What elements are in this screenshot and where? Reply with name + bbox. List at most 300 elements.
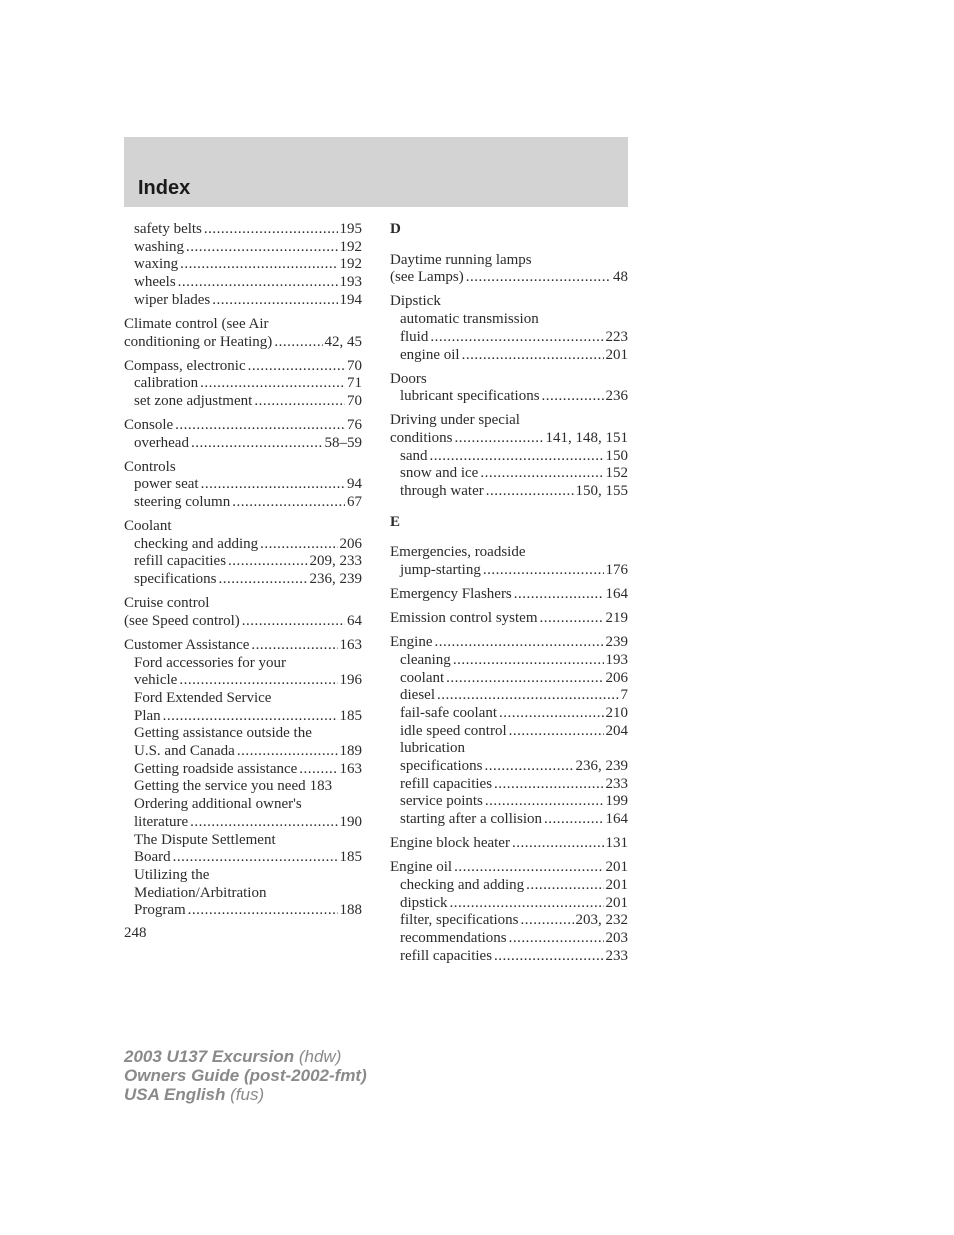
footer-model-code: (hdw) [298, 1047, 342, 1066]
index-entry [390, 586, 628, 604]
index-entry-row [134, 221, 362, 239]
footer-line-1 [124, 1047, 367, 1066]
index-term: specifications [134, 571, 217, 588]
dot-leader [486, 483, 574, 501]
index-page-ref: 152 [605, 465, 628, 482]
footer-metadata [124, 1047, 367, 1104]
index-entry [124, 637, 362, 655]
index-entry-row [124, 637, 362, 655]
index-entry-row [400, 687, 628, 705]
dot-leader [450, 895, 604, 913]
index-page-ref: 209, 233 [309, 553, 362, 570]
index-entry-line: Mediation/Arbitration [134, 884, 267, 901]
dot-leader [242, 613, 345, 631]
index-entry-line: automatic transmission [400, 311, 539, 328]
dot-leader [173, 849, 338, 867]
index-term: power seat [134, 476, 199, 493]
index-entry [400, 670, 628, 688]
index-term: refill capacities [400, 775, 493, 792]
index-entry-row [400, 895, 628, 913]
footer-line-2 [124, 1066, 367, 1085]
dot-leader [435, 634, 604, 652]
dot-leader [544, 811, 603, 829]
index-entry [134, 221, 362, 239]
index-term: diesel [400, 687, 435, 704]
index-entry [400, 877, 628, 895]
footer-language: USA English [124, 1085, 226, 1104]
index-term: conditions [390, 429, 453, 446]
index-page-ref: 204 [605, 722, 628, 739]
index-page-ref: 192 [339, 256, 362, 273]
index-entry-row [134, 476, 362, 494]
index-entry-row [400, 670, 628, 688]
index-entry-row [400, 948, 628, 966]
index-term: Emergency Flashers [390, 586, 512, 603]
index-term: U.S. and Canada [134, 743, 235, 759]
dot-leader [190, 814, 337, 832]
dot-leader [526, 877, 603, 895]
index-entry [134, 375, 362, 393]
index-entry [134, 778, 362, 796]
dot-leader [466, 269, 611, 287]
index-entry-row [400, 705, 628, 723]
index-term: (see Lamps) [390, 269, 464, 286]
index-entry [134, 796, 362, 831]
index-term: Plan [134, 707, 161, 724]
index-entry [134, 536, 362, 554]
index-entry-row [134, 672, 362, 690]
index-entry-row [400, 388, 628, 406]
index-page-ref: 201 [605, 876, 628, 893]
index-page-ref: 201 [605, 859, 628, 876]
index-term: Engine [390, 634, 433, 651]
index-entry [400, 930, 628, 948]
index-page-ref: 210 [605, 704, 628, 721]
index-entry-line: Daytime running lamps [390, 251, 532, 268]
index-entry-line: Coolant [124, 518, 172, 534]
index-entry [134, 256, 362, 274]
index-term: filter, specifications [400, 912, 519, 929]
index-entry-line: Driving under special [390, 412, 520, 429]
index-term: checking and adding [134, 535, 259, 552]
index-page-ref: 183 [309, 778, 333, 795]
index-entry-row [134, 393, 362, 411]
index-entry-row [124, 613, 362, 631]
section-letter: D [390, 221, 401, 237]
index-page-ref: 219 [605, 610, 628, 627]
index-term: checking and adding [400, 876, 525, 893]
index-page-ref: 58–59 [324, 434, 362, 451]
dot-leader [237, 743, 338, 761]
index-term: conditioning or Heating) [124, 333, 273, 350]
index-entry [400, 776, 628, 794]
index-entry [124, 417, 362, 435]
index-entry [400, 793, 628, 811]
dot-leader [248, 358, 345, 376]
index-entry-line: Emergencies, roadside [390, 544, 526, 561]
index-entry [390, 610, 628, 628]
index-page-ref: 190 [339, 813, 362, 830]
footer-language-code: (fus) [230, 1085, 265, 1104]
index-entry-row [134, 375, 362, 393]
index-entry-line: Getting assistance outside the [134, 725, 312, 742]
index-page-ref: 203 [605, 929, 628, 946]
index-term: wheels [134, 274, 176, 291]
index-term: through water [400, 483, 484, 499]
footer-model: 2003 U137 Excursion [124, 1047, 295, 1066]
index-entry-line: Doors [390, 370, 427, 387]
footer-guide: Owners Guide (post-2002-fmt) [124, 1066, 367, 1085]
dot-leader [218, 571, 307, 589]
index-term: cleaning [400, 651, 451, 668]
index-page-ref: 94 [347, 476, 362, 493]
index-entry-row [134, 494, 362, 512]
index-entry [400, 723, 628, 741]
index-entry [400, 483, 628, 501]
index-term: Emission control system [390, 610, 538, 627]
index-entry [134, 476, 362, 494]
index-entry-row [134, 761, 362, 779]
dot-leader [540, 610, 604, 628]
index-term: idle speed control [400, 722, 507, 739]
index-page-ref: 163 [339, 760, 362, 777]
index-entry-row [400, 448, 628, 466]
index-entry-line: Cruise control [124, 595, 210, 612]
index-entry-row [134, 256, 362, 274]
index-term: Console [124, 416, 174, 433]
index-entry-row [400, 793, 628, 811]
index-entry-row [134, 849, 362, 867]
dot-leader [542, 388, 604, 406]
page-title: Index [138, 177, 191, 199]
index-page-ref: 131 [605, 835, 628, 852]
index-entry-line: Ordering additional owner's [134, 796, 302, 813]
index-page-ref: 64 [347, 612, 362, 629]
section-letter: E [390, 513, 401, 530]
index-term: calibration [134, 375, 199, 392]
index-entry [400, 562, 628, 580]
index-entry-row [390, 634, 628, 652]
index-entry-row [400, 329, 628, 347]
index-term: Getting the service you need [134, 778, 306, 795]
dot-leader [251, 637, 337, 655]
dot-leader [462, 347, 604, 365]
index-page-ref: 203, 232 [575, 912, 628, 929]
index-page-ref: 67 [347, 494, 362, 510]
index-entry-row [400, 483, 628, 501]
index-entry-row [390, 859, 628, 877]
index-page-ref: 150, 155 [575, 483, 628, 499]
index-entry-line: Climate control (see Air [124, 315, 269, 332]
index-entry-row [134, 435, 362, 453]
page-number: 248 [124, 925, 147, 941]
index-term: steering column [134, 494, 231, 510]
index-term: refill capacities [400, 947, 493, 964]
index-entry-line: Dipstick [390, 293, 441, 310]
index-entry [134, 761, 362, 779]
index-entry [134, 435, 362, 453]
index-entry-line: Controls [124, 458, 176, 475]
index-entry-row [400, 652, 628, 670]
index-entry [400, 448, 628, 466]
dot-leader [188, 902, 338, 920]
dot-leader [494, 948, 603, 966]
index-entry [390, 412, 628, 447]
index-entry [400, 912, 628, 930]
index-term: refill capacities [134, 553, 227, 570]
index-page-ref: 163 [339, 636, 362, 653]
index-term: washing [134, 238, 184, 255]
index-entry [400, 895, 628, 913]
dot-leader [201, 476, 345, 494]
index-entry [134, 239, 362, 257]
dot-leader [204, 221, 338, 239]
dot-leader [212, 292, 337, 310]
index-page-ref: 201 [605, 346, 628, 363]
index-entry [134, 690, 362, 725]
index-entry [124, 316, 362, 351]
index-term: snow and ice [400, 465, 479, 482]
dot-leader [228, 553, 307, 571]
index-entry [134, 571, 362, 589]
index-page-ref: 185 [339, 707, 362, 724]
index-entry-line: Ford accessories for your [134, 654, 287, 671]
index-term: sand [400, 447, 428, 464]
index-page-ref: 176 [605, 562, 628, 579]
index-entry [134, 655, 362, 690]
index-page-ref: 206 [339, 535, 362, 552]
index-entry-row [124, 358, 362, 376]
index-term: Engine oil [390, 859, 453, 876]
index-term: service points [400, 793, 483, 810]
dot-leader [521, 912, 574, 930]
index-term: safety belts [134, 221, 202, 237]
index-page-ref: 239 [605, 634, 628, 651]
index-entry [390, 634, 628, 652]
index-entry-row [134, 536, 362, 554]
dot-leader [179, 672, 337, 690]
index-page-ref: 199 [605, 793, 628, 810]
index-entry [400, 652, 628, 670]
index-entry [134, 832, 362, 867]
dot-leader [484, 758, 573, 776]
index-entry-line: Utilizing the [134, 866, 210, 883]
dot-leader [163, 708, 338, 726]
index-entry [400, 347, 628, 365]
index-entry-row [400, 776, 628, 794]
index-page-ref: 76 [347, 416, 362, 433]
index-page-ref: 164 [605, 811, 628, 828]
index-entry-row [390, 269, 628, 287]
index-entry-row [134, 274, 362, 292]
dot-leader [299, 761, 337, 779]
index-term: coolant [400, 669, 445, 686]
dot-leader [274, 334, 322, 352]
dot-leader [512, 835, 604, 853]
index-entry [134, 274, 362, 292]
dot-leader [191, 435, 323, 453]
index-entry [134, 292, 362, 310]
index-page-ref: 193 [605, 651, 628, 668]
index-term: recommendations [400, 929, 507, 946]
index-entry [390, 835, 628, 853]
index-page-ref: 236, 239 [309, 571, 362, 588]
index-page-ref: 196 [339, 672, 362, 689]
index-entry-row [124, 417, 362, 435]
index-term: lubricant specifications [400, 388, 540, 405]
index-entry-row [390, 835, 628, 853]
index-page-ref: 201 [605, 894, 628, 911]
index-entry-row [390, 586, 628, 604]
index-entry-line: Ford Extended Service [134, 689, 272, 706]
dot-leader [483, 562, 604, 580]
index-entry-row [134, 553, 362, 571]
index-entry-row [400, 912, 628, 930]
index-term: wiper blades [134, 291, 211, 308]
index-entry-row [134, 778, 362, 796]
dot-leader [200, 375, 345, 393]
index-term: Board [134, 849, 171, 866]
index-term: fluid [400, 328, 429, 345]
index-entry [124, 595, 362, 630]
index-entry [124, 459, 362, 477]
index-page-ref: 7 [620, 687, 628, 704]
index-page-ref: 233 [605, 775, 628, 792]
index-term: Engine block heater [390, 835, 510, 852]
index-entry-row [390, 610, 628, 628]
index-entry [390, 371, 628, 389]
index-page-ref: 71 [347, 375, 362, 392]
dot-leader [254, 393, 345, 411]
index-entry-row [400, 562, 628, 580]
index-entry-row [400, 930, 628, 948]
index-term: dipstick [400, 894, 448, 911]
index-term: engine oil [400, 346, 460, 363]
index-entry-line: The Dispute Settlement [134, 831, 276, 848]
index-term: Program [134, 902, 186, 919]
index-page-ref: 48 [613, 269, 628, 286]
index-entry [400, 948, 628, 966]
index-entry [400, 465, 628, 483]
index-entry-row [124, 334, 362, 352]
index-entry [134, 494, 362, 512]
dot-leader [509, 723, 604, 741]
index-page-ref: 193 [339, 274, 362, 291]
index-entry-row [400, 465, 628, 483]
index-entry [134, 393, 362, 411]
dot-leader [430, 329, 603, 347]
index-term: Compass, electronic [124, 357, 246, 374]
dot-leader [454, 859, 603, 877]
index-page-ref: 223 [605, 328, 628, 345]
index-entry-row [400, 723, 628, 741]
dot-leader [485, 793, 604, 811]
header-band [124, 137, 628, 207]
index-term: set zone adjustment [134, 392, 253, 409]
index-entry-row [134, 708, 362, 726]
dot-leader [186, 239, 338, 257]
index-term: waxing [134, 256, 179, 273]
index-entry [400, 687, 628, 705]
dot-leader [480, 465, 603, 483]
index-entry-row [134, 292, 362, 310]
index-page-ref: 206 [605, 669, 628, 686]
index-entry-row [400, 811, 628, 829]
index-term: overhead [134, 434, 189, 451]
index-term: Customer Assistance [124, 636, 250, 653]
index-entry [400, 811, 628, 829]
index-term: Getting roadside assistance [134, 760, 298, 777]
dot-leader [509, 930, 604, 948]
index-entry [134, 867, 362, 920]
index-entry [390, 544, 628, 562]
index-page-ref: 185 [339, 849, 362, 866]
index-term: specifications [400, 758, 483, 774]
index-page-ref: 195 [339, 221, 362, 237]
index-term: vehicle [134, 672, 178, 689]
dot-leader [455, 430, 544, 448]
index-entry [134, 725, 362, 760]
index-term: fail-safe coolant [400, 704, 498, 721]
dot-leader [260, 536, 337, 554]
index-entry-row [134, 902, 362, 920]
index-entry-row [134, 743, 362, 761]
index-entry [400, 388, 628, 406]
dot-leader [430, 448, 604, 466]
index-entry-row [400, 758, 628, 776]
index-entry [390, 859, 628, 877]
index-entry-row [400, 347, 628, 365]
index-entry [390, 252, 628, 287]
dot-leader [453, 652, 604, 670]
dot-leader [180, 256, 337, 274]
index-term: jump-starting [400, 562, 481, 579]
dot-leader [232, 494, 345, 512]
index-entry-row [134, 239, 362, 257]
index-page-ref: 194 [339, 291, 362, 308]
index-page-ref: 70 [347, 357, 362, 374]
index-term: starting after a collision [400, 811, 543, 828]
index-page-ref: 233 [605, 947, 628, 964]
index-entry-line: lubrication [400, 740, 465, 757]
index-page-ref: 164 [605, 586, 628, 603]
index-entry [124, 518, 362, 536]
index-entry-row [390, 430, 628, 448]
dot-leader [178, 274, 338, 292]
dot-leader [499, 705, 603, 723]
index-entry-row [134, 814, 362, 832]
index-entry [400, 311, 628, 346]
index-entry [390, 293, 628, 311]
index-entry [124, 358, 362, 376]
index-entry-row [400, 877, 628, 895]
index-page-ref: 189 [339, 743, 362, 759]
dot-leader [446, 670, 603, 688]
dot-leader [437, 687, 619, 705]
index-entry [134, 553, 362, 571]
dot-leader [175, 417, 345, 435]
index-entry [400, 740, 628, 775]
index-page-ref: 188 [339, 902, 362, 919]
index-page-ref: 236, 239 [575, 758, 628, 774]
dot-leader [514, 586, 604, 604]
index-page-ref: 192 [339, 238, 362, 255]
index-entry-row [134, 571, 362, 589]
index-term: literature [134, 813, 189, 830]
index-page-ref: 236 [605, 388, 628, 405]
footer-line-3 [124, 1085, 367, 1104]
index-entry [400, 705, 628, 723]
